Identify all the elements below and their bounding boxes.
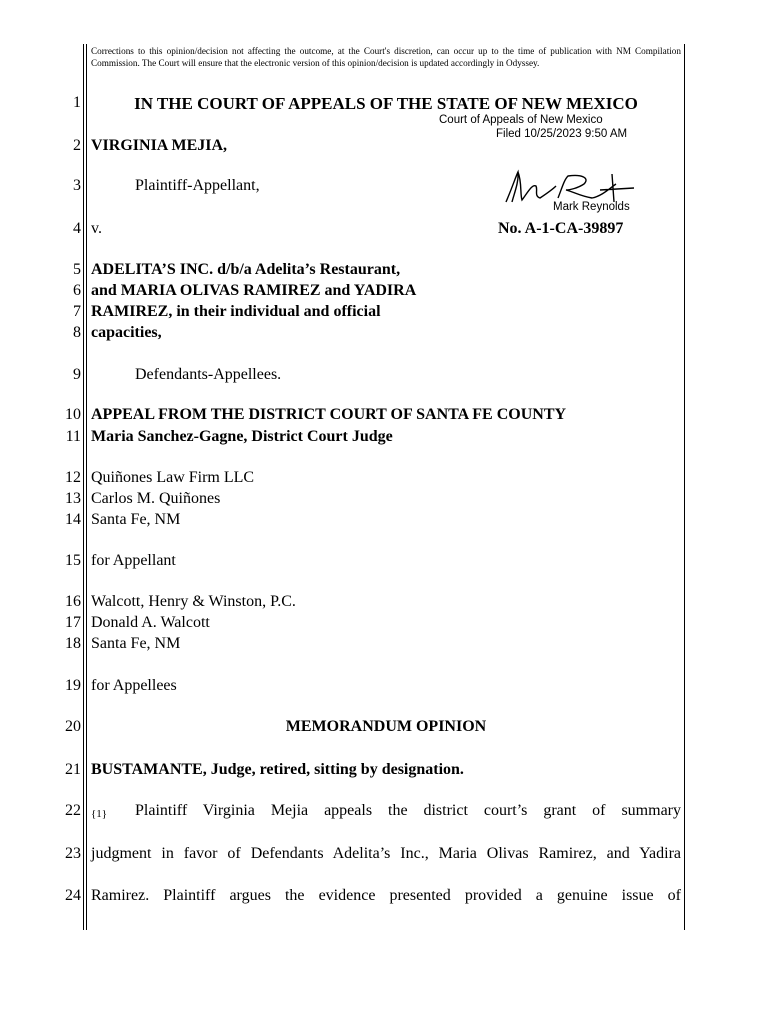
filing-date: Filed 10/25/2023 9:50 AM (496, 128, 628, 140)
line-number: 19 (65, 677, 81, 694)
line-number: 4 (73, 220, 81, 237)
for-appellant: for Appellant (91, 552, 176, 569)
body-line: Plaintiff Virginia Mejia appeals the district court’s grant of summary (135, 802, 681, 819)
line-number: 8 (73, 324, 81, 341)
line-number: 16 (65, 593, 81, 610)
line-number: 22 (65, 802, 81, 819)
line-number: 11 (65, 428, 81, 445)
opinion-author: BUSTAMANTE, Judge, retired, sitting by designation. (91, 761, 464, 778)
body-line: judgment in favor of Defendants Adelita’s Inc., Maria Olivas Ramirez, and Yadira (91, 845, 681, 862)
appellees-city: Santa Fe, NM (91, 635, 181, 652)
case-number: No. A-1-CA-39897 (498, 220, 624, 237)
line-number: 10 (65, 406, 81, 423)
versus: v. (91, 220, 102, 237)
corrections-notice: Corrections to this opinion/decision not affecting the outcome, at the Court's discretion, can occur up to the time of publication with NM Compilation Commission. The Court will ensure that the electronic version of this opinion/decision is updated accordingly in Odyssey. (91, 46, 681, 68)
line-number: 1 (73, 94, 81, 111)
defendants-line: ADELITA’S INC. d/b/a Adelita’s Restaurant, (91, 261, 401, 278)
defendants-role: Defendants-Appellees. (135, 366, 282, 383)
right-margin-rule (684, 44, 685, 930)
line-number: 5 (73, 261, 81, 278)
left-margin-rule-inner (86, 44, 87, 930)
for-appellees: for Appellees (91, 677, 177, 694)
line-number: 20 (65, 718, 81, 735)
body-line: Ramirez. Plaintiff argues the evidence presented provided a genuine issue of (91, 887, 681, 904)
appellant-city: Santa Fe, NM (91, 511, 181, 528)
line-number: 23 (65, 845, 81, 862)
defendants-line: capacities, (91, 324, 162, 341)
opinion-title: MEMORANDUM OPINION (285, 718, 487, 735)
defendants-line: RAMIREZ, in their individual and official (91, 303, 381, 320)
line-number: 24 (65, 887, 81, 904)
line-number: 2 (73, 137, 81, 154)
line-number: 3 (73, 177, 81, 194)
line-number: 7 (73, 303, 81, 320)
defendants-line: and MARIA OLIVAS RAMIREZ and YADIRA (91, 282, 417, 299)
court-title: IN THE COURT OF APPEALS OF THE STATE OF NEW MEXICO (134, 94, 638, 113)
appellant-attorney: Carlos M. Quiñones (91, 490, 221, 507)
line-number: 18 (65, 635, 81, 652)
line-number: 12 (65, 469, 81, 486)
appeal-from: APPEAL FROM THE DISTRICT COURT OF SANTA FE COUNTY (91, 406, 567, 423)
left-margin-rule (83, 44, 84, 930)
plaintiff-role: Plaintiff-Appellant, (135, 177, 260, 194)
appellees-firm: Walcott, Henry & Winston, P.C. (91, 593, 296, 610)
paragraph-marker: {1} (91, 808, 108, 820)
appellant-firm: Quiñones Law Firm LLC (91, 469, 255, 486)
line-number: 17 (65, 614, 81, 631)
clerk-name: Mark Reynolds (553, 201, 630, 213)
line-number: 15 (65, 552, 81, 569)
line-number: 9 (73, 366, 81, 383)
line-number: 6 (73, 282, 81, 299)
appellees-attorney: Donald A. Walcott (91, 614, 210, 631)
line-number: 21 (65, 761, 81, 778)
line-number: 14 (65, 511, 81, 528)
filing-court: Court of Appeals of New Mexico (439, 114, 603, 126)
plaintiff-name: VIRGINIA MEJIA, (91, 137, 228, 154)
district-judge: Maria Sanchez-Gagne, District Court Judge (91, 428, 393, 445)
line-number: 13 (65, 490, 81, 507)
